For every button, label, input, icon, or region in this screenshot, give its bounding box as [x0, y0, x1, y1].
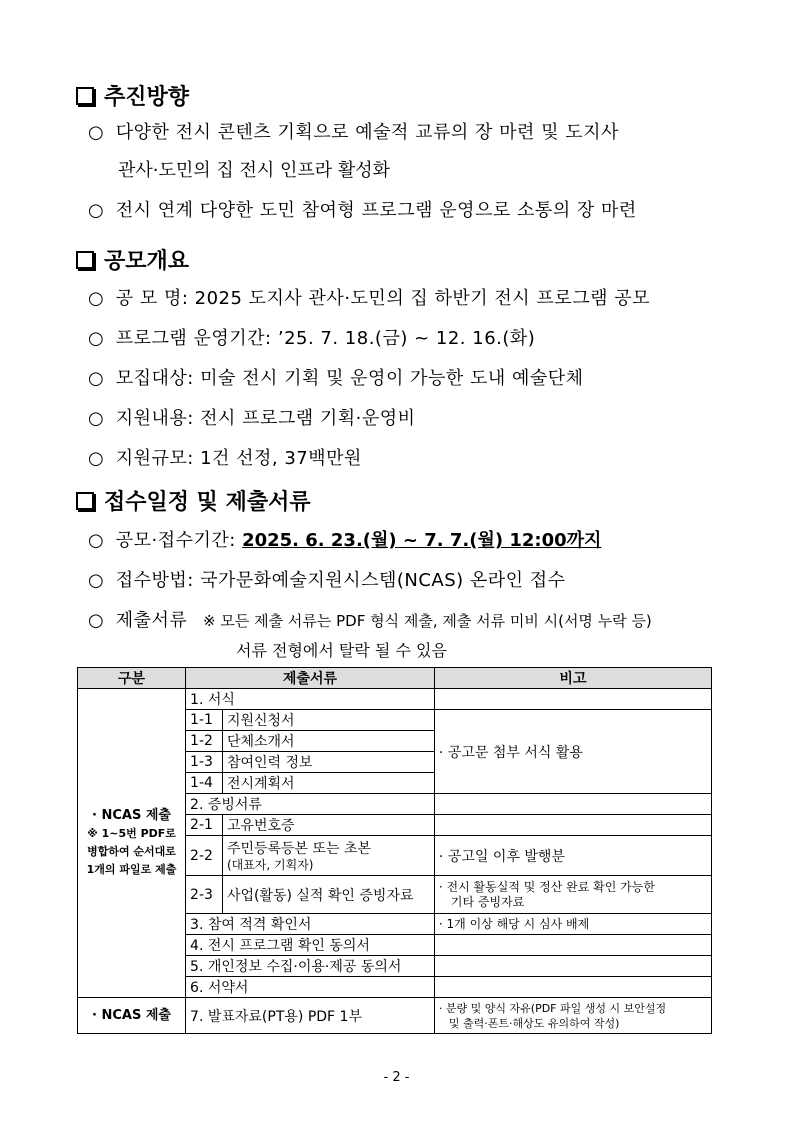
- section-title: 공모개요: [104, 249, 190, 274]
- table-row: [78, 689, 712, 710]
- doc-number: 2-1: [186, 815, 223, 836]
- remark: 기타 증빙자료: [450, 894, 525, 909]
- item-text: 모집대상: 미술 전시 기획 및 운영이 가능한 도내 예술단체: [115, 368, 584, 389]
- header-documents: 제출서류: [186, 668, 435, 689]
- doc-name: 주민등록등본 또는 초본: [226, 841, 372, 857]
- checkbox-square-icon: [76, 251, 94, 269]
- item-text: 다양한 전시 콘텐츠 기획으로 예술적 교류의 장 마련 및 도지사: [115, 122, 619, 143]
- item-text: 제출서류: [115, 610, 188, 631]
- list-item: [88, 568, 566, 594]
- circle-bullet-icon: ○: [88, 570, 104, 591]
- list-item: [88, 198, 637, 224]
- remark: · 분량 및 양식 자유(PDF 파일 생성 시 보안설정: [438, 1001, 667, 1015]
- ncas-category-cell: [78, 689, 186, 998]
- list-item: [88, 446, 362, 472]
- doc-number: 1-1: [186, 710, 223, 731]
- remark-empty: [434, 956, 711, 977]
- doc-group: 7. 발표자료(PT용) PDF 1부: [186, 998, 435, 1034]
- circle-bullet-icon: ○: [88, 122, 104, 143]
- doc-group: 6. 서약서: [186, 977, 435, 998]
- remark-empty: [434, 794, 711, 815]
- circle-bullet-icon: ○: [88, 200, 104, 221]
- remark: · 1개 이상 해당 시 심사 배제: [434, 914, 711, 935]
- item-text: 접수방법: 국가문화예술지원시스템(NCAS) 온라인 접수: [115, 570, 566, 591]
- remark: · 공고문 첨부 서식 활용: [434, 710, 711, 794]
- item-continuation: 관사·도민의 집 전시 인프라 활성화: [118, 160, 391, 181]
- circle-bullet-icon: ○: [88, 328, 104, 349]
- header-remarks: 비고: [434, 668, 711, 689]
- doc-name: 참여인력 정보: [222, 752, 434, 773]
- ncas-note: ※ 1~5번 PDF로 병합하여 순서대로 1개의 파일로 제출: [86, 827, 177, 876]
- circle-bullet-icon: ○: [88, 530, 104, 551]
- doc-name: 전시계획서: [222, 773, 434, 794]
- table-row: [78, 998, 712, 1034]
- ncas-label: · NCAS 제출: [92, 808, 171, 823]
- doc-number: 2-3: [186, 876, 223, 914]
- section-title: 추진방향: [104, 85, 190, 110]
- ncas-label: · NCAS 제출: [78, 998, 186, 1034]
- remark: · 전시 활동실적 및 정산 완료 확인 가능한: [438, 879, 655, 894]
- item-text: 프로그램 운영기간: ’25. 7. 18.(금) ~ 12. 16.(화): [115, 328, 536, 349]
- list-item: [88, 406, 416, 432]
- remark-empty: [434, 815, 711, 836]
- remark-empty: [434, 689, 711, 710]
- period-value: 2025. 6. 23.(월) ~ 7. 7.(월) 12:00까지: [242, 530, 602, 551]
- docs-note: ※ 모든 제출 서류는 PDF 형식 제출, 제출 서류 미비 시(서명 누락 등): [203, 612, 652, 630]
- list-item: [88, 120, 619, 146]
- remark-empty: [434, 977, 711, 998]
- list-item: [88, 528, 601, 554]
- page-number: - 2 -: [383, 1070, 410, 1085]
- item-text: 지원내용: 전시 프로그램 기획·운영비: [115, 408, 416, 429]
- doc-group: 4. 전시 프로그램 확인 동의서: [186, 935, 435, 956]
- doc-number: 1-2: [186, 731, 223, 752]
- section-heading-direction: [76, 80, 189, 111]
- section-heading-overview: [76, 244, 189, 275]
- docs-note-line2: 서류 전형에서 탈락 될 수 있음: [236, 641, 447, 660]
- doc-number: 2-2: [186, 836, 223, 876]
- remark-cell: [434, 998, 711, 1034]
- circle-bullet-icon: ○: [88, 610, 104, 631]
- circle-bullet-icon: ○: [88, 448, 104, 469]
- doc-number: 1-4: [186, 773, 223, 794]
- documents-table: [77, 667, 712, 1034]
- section-title: 접수일정 및 제출서류: [104, 490, 311, 515]
- list-item: [88, 366, 584, 392]
- doc-subnote: (대표자, 기획자): [226, 858, 314, 872]
- doc-name: 단체소개서: [222, 731, 434, 752]
- doc-name: 사업(활동) 실적 확인 증빙자료: [222, 876, 434, 914]
- checkbox-square-icon: [76, 492, 94, 510]
- doc-name: 고유번호증: [222, 815, 434, 836]
- doc-group: 2. 증빙서류: [186, 794, 435, 815]
- doc-group: 3. 참여 적격 확인서: [186, 914, 435, 935]
- doc-name: 지원신청서: [222, 710, 434, 731]
- checkbox-square-icon: [76, 87, 94, 105]
- circle-bullet-icon: ○: [88, 288, 104, 309]
- remark: · 공고일 이후 발행분: [434, 836, 711, 876]
- list-item: [88, 286, 650, 312]
- doc-number: 1-3: [186, 752, 223, 773]
- circle-bullet-icon: ○: [88, 408, 104, 429]
- item-text: 전시 연계 다양한 도민 참여형 프로그램 운영으로 소통의 장 마련: [115, 200, 637, 221]
- doc-group: 1. 서식: [186, 689, 435, 710]
- section-heading-schedule: [76, 485, 311, 516]
- header-category: 구분: [78, 668, 186, 689]
- remark-cell: [434, 876, 711, 914]
- item-text: 지원규모: 1건 선정, 37백만원: [115, 448, 362, 469]
- circle-bullet-icon: ○: [88, 368, 104, 389]
- doc-group: 5. 개인정보 수집·이용·제공 동의서: [186, 956, 435, 977]
- list-item: [88, 326, 535, 352]
- remark: 및 출력·폰트·해상도 유의하여 작성): [448, 1016, 620, 1030]
- table-header-row: [78, 668, 712, 689]
- remark-empty: [434, 935, 711, 956]
- item-label: 공모·접수기간:: [115, 530, 243, 551]
- list-item: [88, 608, 652, 634]
- doc-name-cell: [222, 836, 434, 876]
- item-text: 공 모 명: 2025 도지사 관사·도민의 집 하반기 전시 프로그램 공모: [115, 288, 650, 309]
